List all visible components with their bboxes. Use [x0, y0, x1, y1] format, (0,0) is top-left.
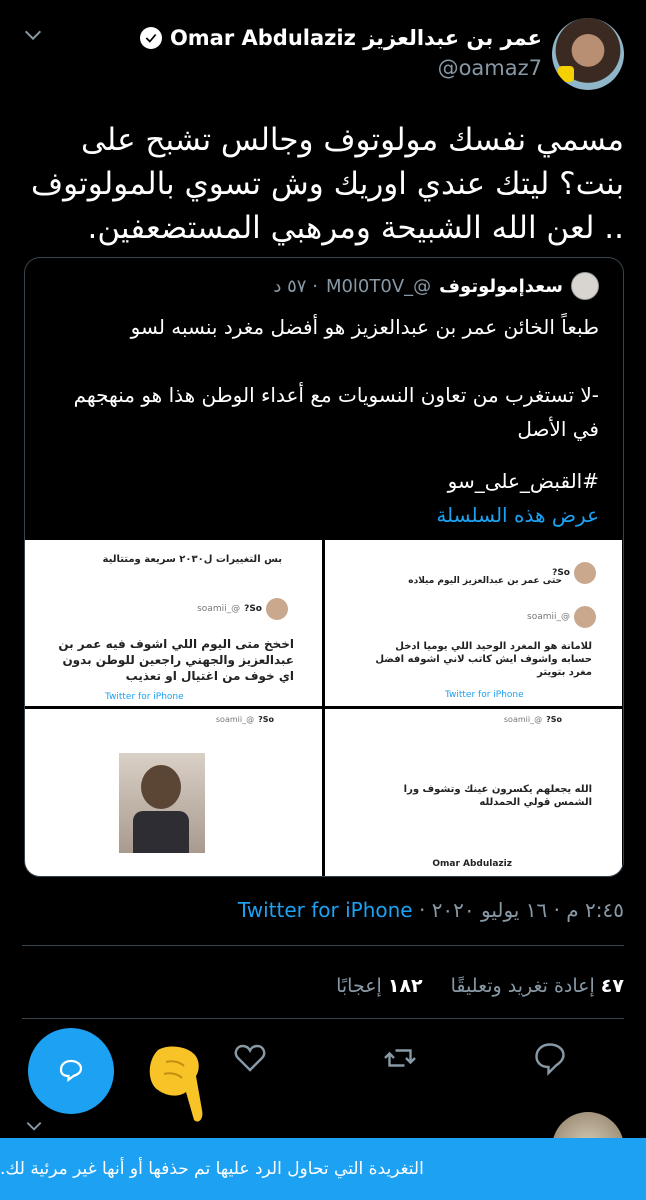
- img2-avatar-2: [574, 606, 596, 628]
- retweets-label: إعادة تغريد وتعليقًا: [450, 975, 595, 997]
- img1-body: اخخخ متى اليوم اللي اشوف فيه عمر بن عبدالعزيز والجهني راجعين للوطن بدون اي خوف من اغتيال او تعذيب: [58, 637, 294, 683]
- quote-line-2: -لا تستغرب من تعاون النسويات مع أعداء الوطن هذا هو منهجهم في الأصل: [73, 383, 599, 441]
- img2-avatar: [574, 562, 596, 584]
- quote-hashtag[interactable]: #القبض_على_سو: [447, 469, 599, 493]
- pointing-hand-emoji-icon: [138, 1040, 222, 1140]
- img2-author-2: [527, 606, 596, 628]
- chevron-down-icon[interactable]: [24, 1116, 44, 1136]
- likes-label: إعجابًا: [336, 975, 382, 997]
- verified-icon: [140, 27, 162, 49]
- quote-body: [49, 310, 599, 532]
- img4-handle: @_soamii: [503, 715, 543, 724]
- img2-handle: @_soamii: [527, 612, 570, 622]
- img1-top-text: بس التغييرات ل٢٠٣٠ سريعة ومتتالية: [102, 554, 282, 565]
- notice-text: التغريدة التي تحاول الرد عليها تم حذفها أو أنها غير مرئية لك.: [0, 1159, 424, 1179]
- img4-name: So?: [546, 715, 562, 724]
- img3-handle: @_soamii: [215, 715, 255, 724]
- img1-author: [197, 598, 288, 620]
- divider: [22, 1018, 624, 1019]
- img3-author: [216, 715, 274, 724]
- img1-avatar: [266, 598, 288, 620]
- reply-bubble-icon: [56, 1056, 86, 1086]
- quote-time: · ٥٧ د: [273, 275, 318, 297]
- display-name: عمر بن عبدالعزيز Omar Abdulaziz: [169, 26, 542, 50]
- quote-header: [273, 272, 599, 300]
- img4-author: [504, 715, 562, 724]
- img1-name: So?: [244, 604, 262, 614]
- show-thread-link[interactable]: عرض هذه السلسلة: [436, 503, 599, 527]
- author-handle: @oamaz7: [437, 56, 542, 80]
- img3-photo: [119, 753, 205, 853]
- img2-name: So?: [552, 568, 570, 578]
- media-image-2[interactable]: [325, 540, 622, 706]
- chevron-down-icon[interactable]: [22, 24, 44, 46]
- img1-source: Twitter for iPhone: [105, 692, 184, 702]
- img2-body: للامانة هو المغرد الوحيد اللي يوميا ادخل حسابه واشوف ايش كاتب لاني اشوفه افضل مغرد بتويتر: [375, 641, 592, 678]
- img2-source: Twitter for iPhone: [445, 690, 524, 700]
- img2-top-text: حتى عمر بن عبدالعزيز اليوم ميلاده: [408, 576, 562, 586]
- quote-name: سعدإمولوتوف: [439, 275, 563, 297]
- quote-avatar: [571, 272, 599, 300]
- avatar[interactable]: [552, 18, 624, 90]
- notice-banner: [0, 1138, 646, 1200]
- reply-icon[interactable]: [532, 1040, 568, 1076]
- media-image-1[interactable]: [25, 540, 322, 706]
- compose-reply-button[interactable]: [28, 1028, 114, 1114]
- quote-line-1: طبعاً الخائن عمر بن عبدالعزيز هو أفضل مغرد بنسبه لسو: [130, 315, 599, 339]
- like-icon[interactable]: [232, 1040, 268, 1076]
- media-grid: [25, 540, 623, 876]
- quote-handle: @_M0l0T0V: [325, 275, 432, 297]
- media-image-4[interactable]: [325, 709, 622, 876]
- img4-author-name: Omar Abdulaziz: [432, 859, 512, 869]
- likes-stat[interactable]: [336, 975, 423, 997]
- img3-name: So?: [258, 715, 274, 724]
- likes-count: ١٨٢: [387, 975, 423, 997]
- divider: [22, 945, 624, 946]
- img1-handle: @_soamii: [197, 604, 241, 614]
- quoted-tweet[interactable]: [24, 257, 624, 877]
- media-image-3[interactable]: [25, 709, 322, 876]
- retweets-stat[interactable]: [451, 975, 624, 997]
- retweets-count: ٤٧: [600, 975, 624, 997]
- tweet-timestamp: ٢:٤٥ م · ١٦ يوليو ٢٠٢٠ ·: [418, 898, 624, 922]
- retweet-icon[interactable]: [382, 1040, 418, 1076]
- tweet-text: مسمي نفسك مولوتوف وجالس تشبح على بنت؟ ليتك عندي اوريك وش تسوي بالمولوتوف .. لعن الله الشبيحة ومرهبي المستضعفين.: [30, 122, 624, 246]
- tweet-source[interactable]: Twitter for iPhone: [237, 898, 413, 922]
- img4-body: الله يجعلهم يكسرون عينك وتشوف ورا الشمس قولي الحمدلله: [403, 784, 592, 808]
- snapchat-badge-icon: [558, 66, 574, 82]
- tweet-meta: [238, 898, 624, 922]
- tweet-stats: [336, 975, 624, 997]
- author-name-row[interactable]: [140, 26, 542, 50]
